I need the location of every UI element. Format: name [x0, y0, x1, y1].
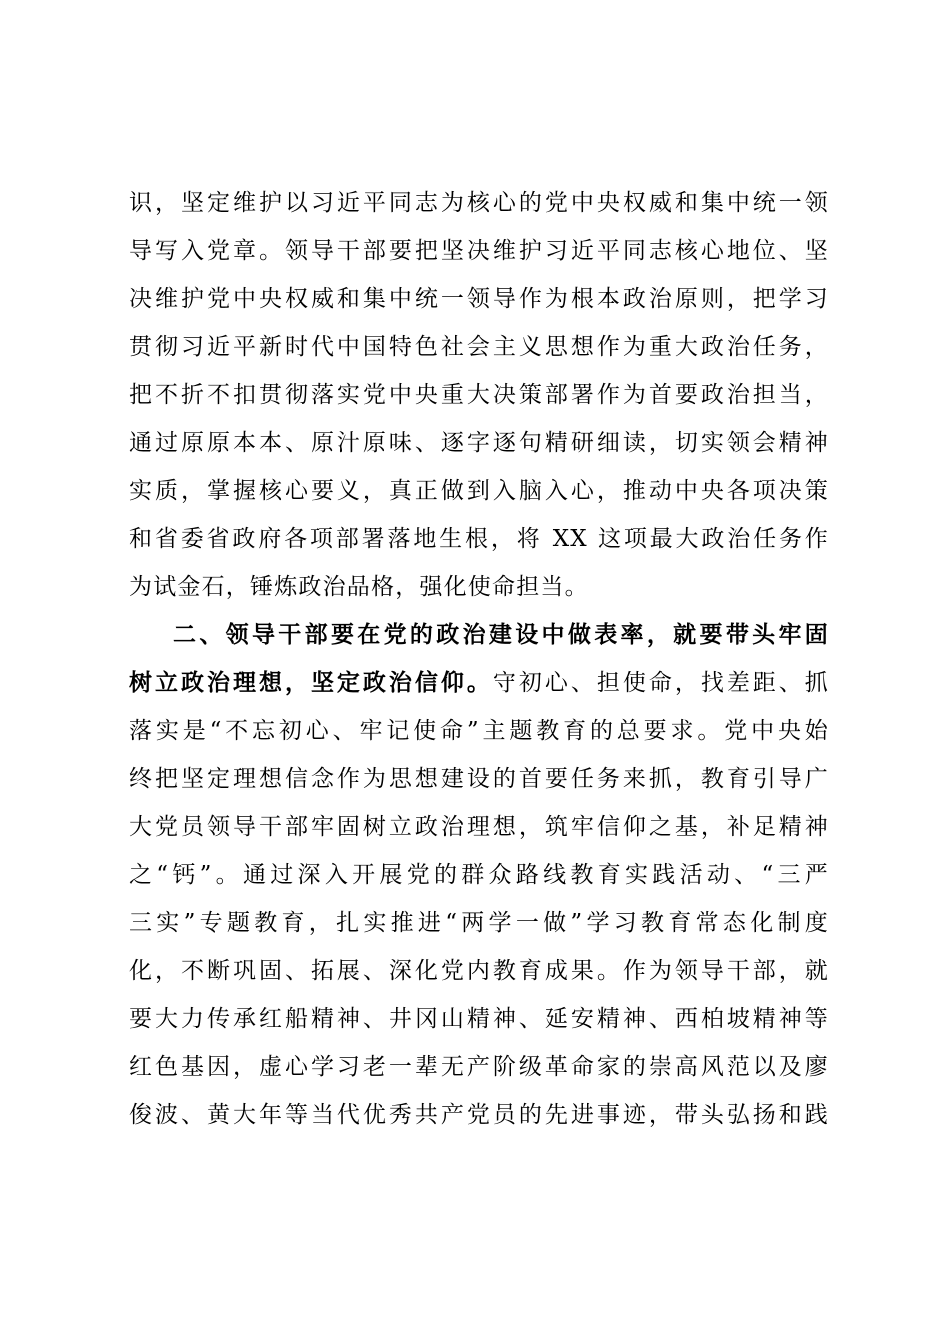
text-line: 之“钙”。通过深入开展党的群众路线教育实践活动、“三严 — [129, 862, 829, 888]
text-line: 终把坚定理想信念作为思想建设的首要任务来抓，教育引导广 — [129, 766, 829, 792]
section-heading-continued: 树立政治理想，坚定政治信仰。 — [129, 670, 493, 696]
text-line: 和省委省政府各项部署落地生根，将 XX 这项最大政治任务作 — [129, 526, 829, 552]
text-line: 通过原原本本、原汁原味、逐字逐句精研细读，切实领会精神 — [129, 430, 829, 456]
text-line: 决维护党中央权威和集中统一领导作为根本政治原则，把学习 — [129, 286, 829, 312]
text-fragment: 守初心、担使命，找差距、抓 — [492, 670, 829, 696]
text-line: 大党员领导干部牢固树立政治理想，筑牢信仰之基，补足精神 — [129, 814, 829, 840]
section-heading: 二、领导干部要在党的政治建设中做表率，就要带头牢固 — [173, 622, 829, 648]
text-line: 红色基因，虚心学习老一辈无产阶级革命家的崇高风范以及廖 — [129, 1054, 829, 1080]
text-line: 为试金石，锤炼政治品格，强化使命担当。 — [129, 574, 589, 600]
text-line: 贯彻习近平新时代中国特色社会主义思想作为重大政治任务， — [129, 334, 829, 360]
text-line: 要大力传承红船精神、井冈山精神、延安精神、西柏坡精神等 — [129, 1006, 829, 1032]
text-line: 实质，掌握核心要义，真正做到入脑入心，推动中央各项决策 — [129, 478, 829, 504]
text-line — [129, 663, 829, 703]
text-line: 化，不断巩固、拓展、深化党内教育成果。作为领导干部，就 — [129, 958, 829, 984]
text-line: 俊波、黄大年等当代优秀共产党员的先进事迹，带头弘扬和践 — [129, 1102, 829, 1128]
text-line: 导写入党章。领导干部要把坚决维护习近平同志核心地位、坚 — [129, 238, 829, 264]
text-line: 三实”专题教育，扎实推进“两学一做”学习教育常态化制度 — [129, 910, 829, 936]
text-line: 识，坚定维护以习近平同志为核心的党中央权威和集中统一领 — [129, 190, 829, 216]
text-line: 落实是“不忘初心、牢记使命”主题教育的总要求。党中央始 — [129, 718, 829, 744]
text-line: 把不折不扣贯彻落实党中央重大决策部署作为首要政治担当， — [129, 382, 829, 408]
